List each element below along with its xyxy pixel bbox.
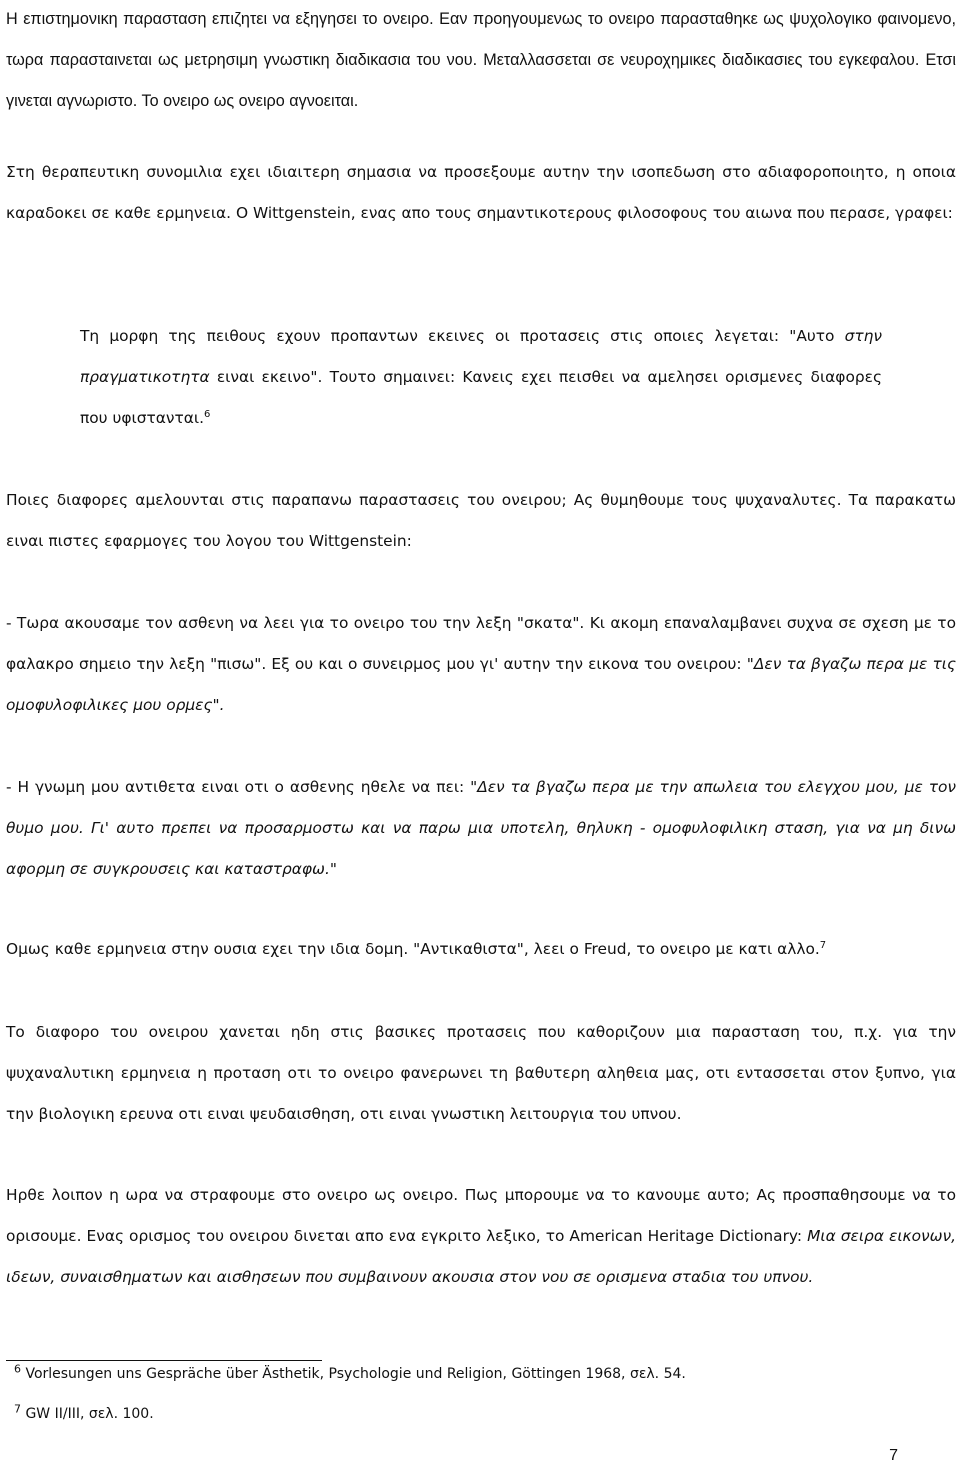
- footnote-7: $^7$ GW II/III, σελ. 100.: [14, 1402, 154, 1422]
- footnote-6: $^6$ Vorlesungen uns Gespräche über Ästhetik, Psychologie und Religion, Göttingen 1968, σελ. 54.: [14, 1362, 686, 1382]
- paragraph-structure: Ομως καθε ερμηνεια στην ουσια εχει την ιδια δομη. "Αντικαθιστα", λεει ο Freud, το ονειρο με κατι αλλο.$^7$: [6, 939, 827, 958]
- paragraph-difference: Το διαφορο του ονειρου χανεται ηδη στις βασικες προτασεις που καθοριζουν μια παρασταση του, π.χ. για την ψυχαναλυτικη ερμηνεια η προταση οτι το ονειρο φανερωνει τη βαθυτερη αληθεια μας, οτι εντασσεται στον ξυπνο, για την βιολογικη ερευνα οτι ειναι ψευδαισθηση, οτι ειναι γνωστικη λειτουργια του υπνου.: [6, 1023, 956, 1123]
- wittgenstein-quote: Τη μορφη της πειθους εχουν προπαντων εκεινες οι προτασεις στις οποιες λεγεται: "Αυτο στην πραγματικοτητα ειναι εκεινο". Τουτο σημαινει: Κανεις εχει πεισθει να αμελησει ορισμενες διαφορες που υφιστανται.$^6$: [80, 327, 882, 427]
- paragraph-patient: - Τωρα ακουσαμε τον ασθενη να λεει για το ονειρο του την λεξη "σκατα". Κι ακομη επαναλαμβανει συχνα σε σχεση με το φαλακρο σημειο την λεξη "πισω". Εξ ου και ο συνειρμος μου γι' αυτην την εικονα του ονειρου: "Δεν τα βγαζω περα με τις ομοφυλοφιλικες μου ορμες".: [6, 614, 956, 714]
- paragraph-opinion: - Η γνωμη μου αντιθετα ειναι οτι ο ασθενης ηθελε να πει: "Δεν τα βγαζω περα με την απωλεια του ελεγχου μου, με τον θυμο μου. Γι' αυτο πρεπει να προσαρμοστω και να παρω μια υποτελη, θηλυκη - ομοφυλοφιλικη σταση, για να μη δινω αφορμη σε συγκρουσεις και καταστραφω.": [6, 778, 956, 878]
- paragraph-definition: Ηρθε λοιπον η ωρα να στραφουμε στο ονειρο ως ονειρο. Πως μπορουμε να το κανουμε αυτο; Ας προσπαθησουμε να το ορισουμε. Ενας ορισμος του ονειρου δινεται απο ενα εγκριτο λεξικο, το American Heritage Dictionary: Μια σειρα εικονων, ιδεων, συναισθηματων και αισθησεων που συμβαινουν ακουσια στον νου σε ορισμενα σταδια του υπνου.: [6, 1186, 956, 1286]
- page-number: 7: [889, 1447, 898, 1464]
- paragraph-intro: Η επιστημονικη παρασταση επιζητει να εξηγησει το ονειρο. Εαν προηγουμενως το ονειρο παρασταθηκε ως ψυχολογικο φαινομενο, τωρα παρασταινεται ως μετρησιμη γνωστικη διαδικασια του νου. Μεταλλασσεται σε νευροχημικες διαδικασιες του εγκεφαλου. Ετσι γινεται αγνωριστο. Το ονειρο ως ονειρο αγνοειται.: [6, 10, 956, 110]
- footnote-ref-6: 6: [204, 408, 211, 420]
- footnote-ref-7: 7: [819, 939, 827, 951]
- paragraph-therapeutic: Στη θεραπευτικη συνομιλια εχει ιδιαιτερη σημασια να προσεξουμε αυτην την ισοπεδωση στο αδιαφοροποιητο, η οποια καραδοκει σε καθε ερμηνεια. Ο Wittgenstein, ενας απο τους σημαντικοτερους φιλοσοφους του αιωνα που περασε, γραφει:: [6, 163, 956, 222]
- paragraph-psychoanalysts: Ποιες διαφορες αμελουνται στις παραπανω παραστασεις του ονειρου; Ας θυμηθουμε τους ψυχαναλυτες. Τα παρακατω ειναι πιστες εφαρμογες του λογου του Wittgenstein:: [6, 491, 956, 550]
- footnote-separator: [6, 1360, 322, 1361]
